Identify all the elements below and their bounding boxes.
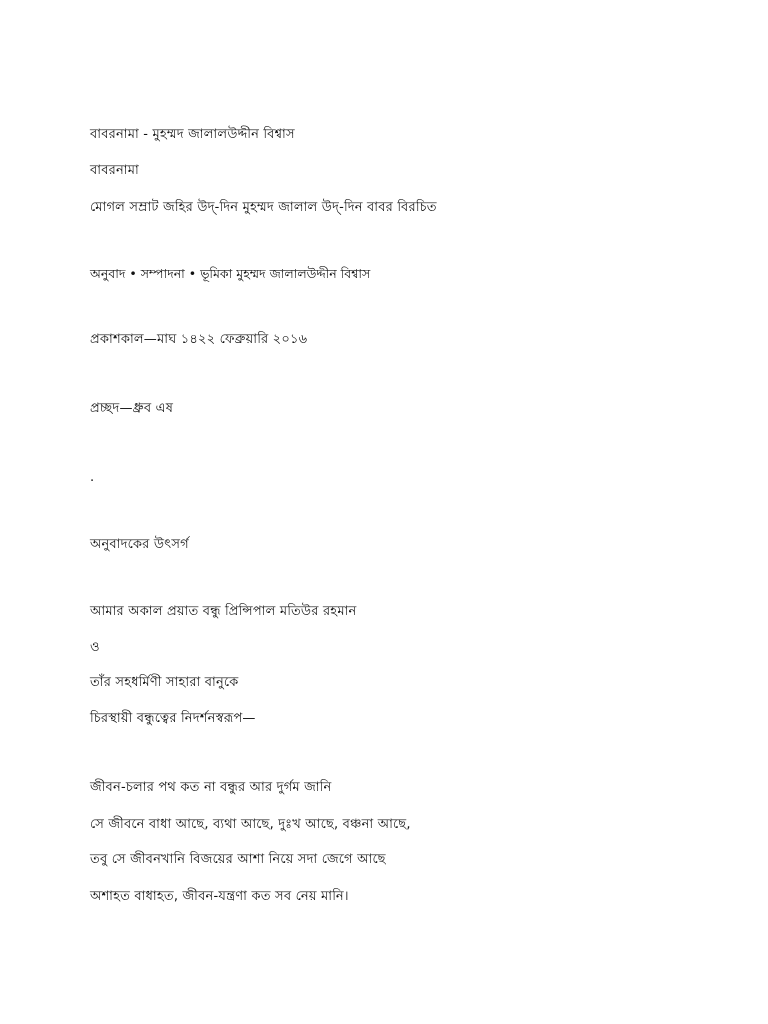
dedication-line: আমার অকাল প্রয়াত বন্ধু প্রিন্সিপাল মতিউর রহমান bbox=[90, 604, 357, 619]
poem-line: জীবন-চলার পথ কত না বন্ধুর আর দুর্গম জানি bbox=[90, 780, 332, 795]
header-line: বাবরনামা - মুহম্মদ জালালউদ্দীন বিশ্বাস bbox=[90, 127, 295, 142]
book-title: বাবরনামা bbox=[90, 163, 139, 178]
separator-dot: . bbox=[90, 470, 95, 485]
book-subtitle: মোগল সম্রাট জহির উদ্-দিন মুহম্মদ জালাল উদ্-দিন বাবর বিরচিত bbox=[90, 200, 437, 215]
dedication-heading: অনুবাদকের উৎসর্গ bbox=[90, 537, 189, 552]
dedication-line: ও bbox=[90, 640, 100, 655]
dedication-line: চিরস্থায়ী বন্ধুত্বের নিদর্শনস্বরূপ— bbox=[90, 711, 256, 726]
credits-line: অনুবাদ • সম্পাদনা • ভূমিকা মুহম্মদ জালালউদ্দীন বিশ্বাস bbox=[90, 266, 371, 281]
poem-line: অশাহত বাধাহত, জীবন-যন্ত্রণা কত সব নেয় মানি। bbox=[90, 889, 349, 904]
publication-date: প্রকাশকাল—মাঘ ১৪২২ ফেব্রুয়ারি ২০১৬ bbox=[90, 332, 308, 347]
poem-line: তবু সে জীবনখানি বিজয়ের আশা নিয়ে সদা জেগে আছে bbox=[90, 852, 386, 867]
cover-credit: প্রচ্ছদ—ধ্রুব এষ bbox=[90, 401, 174, 416]
poem-line: সে জীবনে বাধা আছে, ব্যথা আছে, দুঃখ আছে, বঞ্চনা আছে, bbox=[90, 817, 411, 832]
dedication-line: তাঁর সহধর্মিণী সাহারা বানুকে bbox=[90, 675, 239, 690]
